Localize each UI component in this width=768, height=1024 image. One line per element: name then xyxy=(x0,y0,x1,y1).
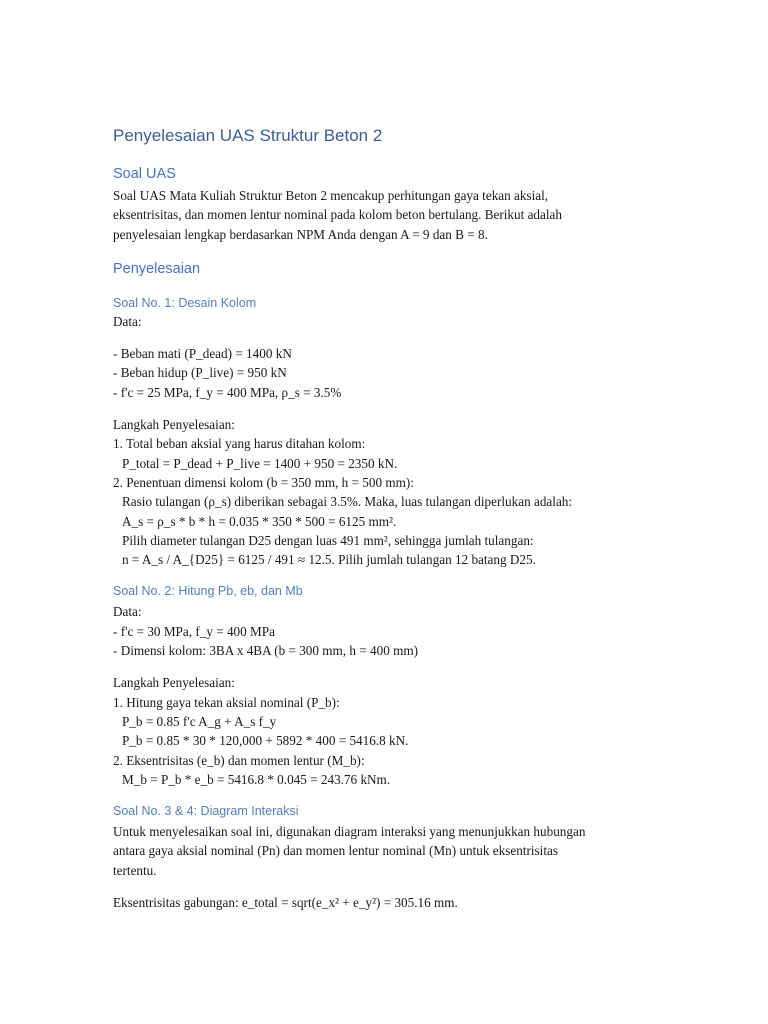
soal1-data-list xyxy=(113,344,673,402)
step-calculation: P_total = P_dead + P_live = 1400 + 950 = 2350 kN. xyxy=(122,455,398,471)
soal1-steps xyxy=(113,415,673,569)
step-detail: A_s = ρ_s * b * h = 0.035 * 350 * 500 = 6125 mm². xyxy=(122,513,397,529)
document-title: Penyelesaian UAS Struktur Beton 2 xyxy=(113,126,383,145)
eccentricity-line: Eksentrisitas gabungan: e_total = sqrt(e_x² + e_y²) = 305.16 mm. xyxy=(113,895,458,911)
step-calculation: M_b = P_b * e_b = 5416.8 * 0.045 = 243.76 kNm. xyxy=(122,771,391,787)
paragraph-line: tertentu. xyxy=(113,862,157,878)
soal34-heading: Soal No. 3 & 4: Diagram Interaksi xyxy=(113,804,299,819)
soal-uas-paragraph xyxy=(113,186,673,244)
step-detail: Pilih diameter tulangan D25 dengan luas 491 mm², sehingga jumlah tulangan: xyxy=(122,532,534,548)
penyelesaian-heading: Penyelesaian xyxy=(113,260,201,277)
soal2-steps xyxy=(113,673,673,789)
step-item: 1. Total beban aksial yang harus ditahan kolom: xyxy=(113,436,366,452)
step-item: 1. Hitung gaya tekan aksial nominal (P_b): xyxy=(113,694,340,710)
step-calculation: P_b = 0.85 * 30 * 120,000 + 5892 * 400 = 5416.8 kN. xyxy=(122,733,409,749)
soal2-data xyxy=(113,602,673,660)
steps-label: Langkah Penyelesaian: xyxy=(113,675,235,691)
paragraph-line: antara gaya aksial nominal (Pn) dan momen lentur nominal (Mn) untuk eksentrisitas xyxy=(113,843,558,859)
soal-uas-heading: Soal UAS xyxy=(113,166,176,182)
soal34-paragraph xyxy=(113,822,673,880)
data-item: - Beban hidup (P_live) = 950 kN xyxy=(113,365,287,381)
steps-label: Langkah Penyelesaian: xyxy=(113,417,235,433)
step-detail: Rasio tulangan (ρ_s) diberikan sebagai 3.5%. Maka, luas tulangan diperlukan adalah: xyxy=(122,494,573,510)
paragraph-line: eksentrisitas, dan momen lentur nominal pada kolom beton bertulang. Berikut adalah xyxy=(113,207,562,223)
soal2-heading: Soal No. 2: Hitung Pb, eb, dan Mb xyxy=(113,584,303,599)
paragraph-line: penyelesaian lengkap berdasarkan NPM Anda dengan A = 9 dan B = 8. xyxy=(113,226,488,242)
paragraph-line: Soal UAS Mata Kuliah Struktur Beton 2 mencakup perhitungan gaya tekan aksial, xyxy=(113,188,549,203)
soal2-data-label: Data: xyxy=(113,604,142,620)
step-calculation: P_b = 0.85 f'c A_g + A_s f_y xyxy=(122,713,277,729)
paragraph-line: Untuk menyelesaikan soal ini, digunakan diagram interaksi yang menunjukkan hubungan xyxy=(113,824,586,840)
step-detail: n = A_s / A_{D25} = 6125 / 491 ≈ 12.5. Pilih jumlah tulangan 12 batang D25. xyxy=(122,552,536,568)
data-item: - Beban mati (P_dead) = 1400 kN xyxy=(113,346,292,362)
data-item: - Dimensi kolom: 3BA x 4BA (b = 300 mm, h = 400 mm) xyxy=(113,643,419,659)
soal1-data-label: Data: xyxy=(113,313,142,329)
step-item: 2. Eksentrisitas (e_b) dan momen lentur (M_b): xyxy=(113,752,365,768)
soal1-heading: Soal No. 1: Desain Kolom xyxy=(113,295,257,310)
document-page xyxy=(113,124,673,912)
step-item: 2. Penentuan dimensi kolom (b = 350 mm, h = 500 mm): xyxy=(113,474,414,490)
data-item: - f'c = 25 MPa, f_y = 400 MPa, ρ_s = 3.5% xyxy=(113,384,342,400)
data-item: - f'c = 30 MPa, f_y = 400 MPa xyxy=(113,623,275,639)
